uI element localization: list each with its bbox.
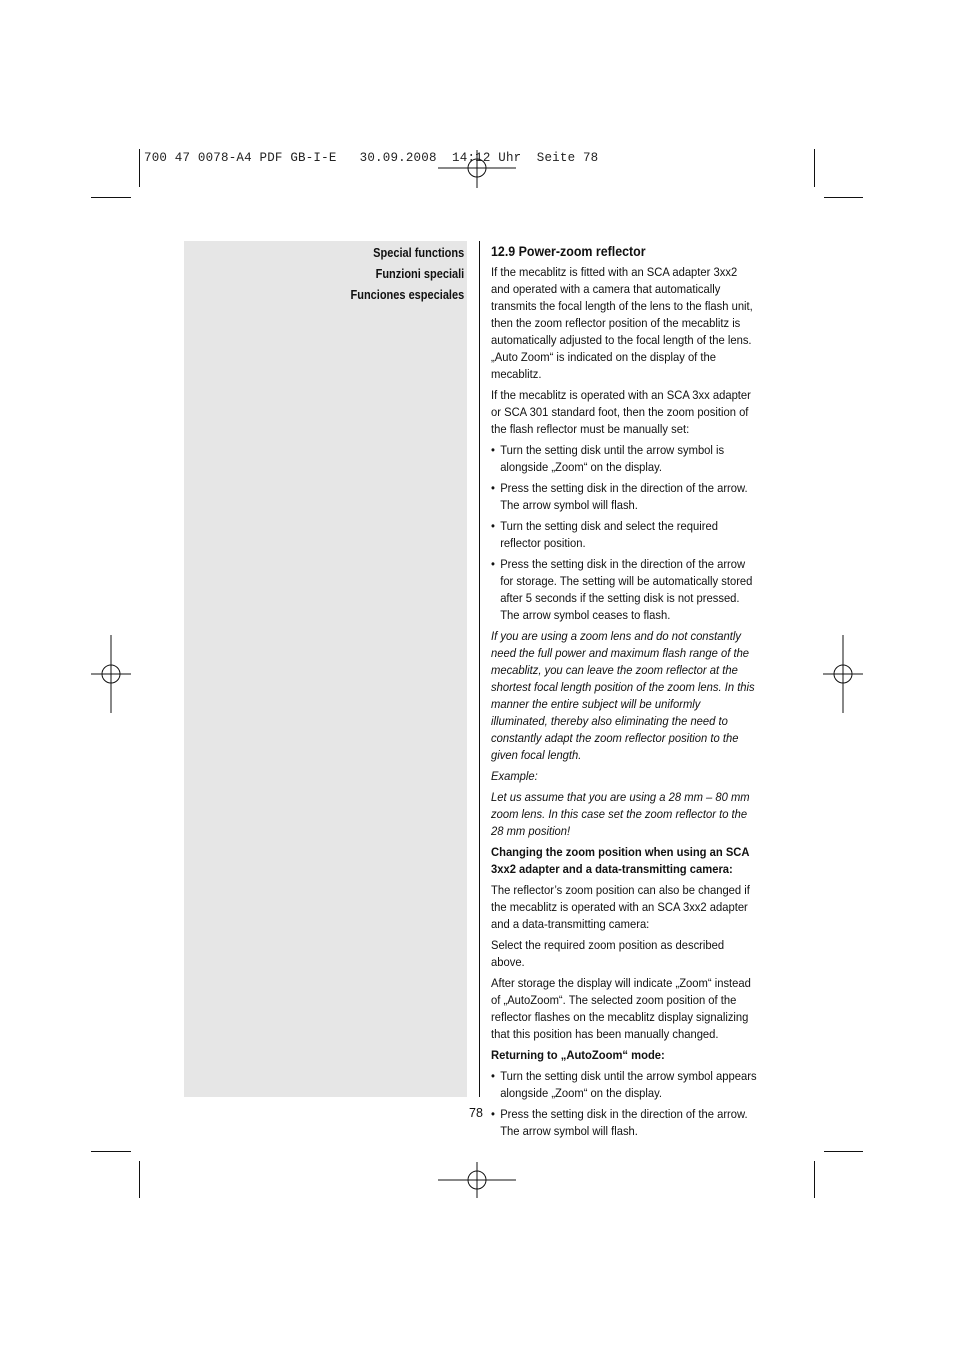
crop-mark	[139, 1161, 140, 1198]
subheading: Changing the zoom position when using an SCA 3xx2 adapter and a data-transmitting camera:	[491, 845, 750, 876]
registration-mark-icon	[438, 1162, 516, 1200]
list-item: • Turn the setting disk until the arrow symbol appears alongside „Zoom“ on the display.	[491, 1069, 757, 1100]
print-slug: 700 47 0078-A4 PDF GB-I-E 30.09.2008 14:12 Uhr Seite 78	[144, 151, 599, 165]
crop-mark	[814, 1161, 815, 1198]
subheading: Returning to „AutoZoom“ mode:	[491, 1048, 665, 1062]
registration-mark-icon	[91, 635, 131, 713]
list-item: • Press the setting disk in the direction of the arrow. The arrow symbol will flash.	[491, 481, 748, 512]
sidebar-label-en: Special functions	[372, 246, 464, 260]
list-item: • Turn the setting disk and select the required reflector position.	[491, 519, 718, 550]
list-item: • Press the setting disk in the direction of the arrow. The arrow symbol will flash.	[491, 1107, 748, 1138]
crop-mark	[824, 1151, 863, 1152]
page-number: 78	[469, 1106, 483, 1120]
sidebar-labels	[335, 243, 464, 306]
paragraph: Select the required zoom position as described above.	[491, 938, 725, 969]
section-title: 12.9 Power-zoom reflector	[491, 244, 646, 259]
example-text: Let us assume that you are using a 28 mm – 80 mm zoom lens. In this case set the zoom reflector to the 28 mm position!	[491, 790, 750, 838]
list-item-text: Turn the setting disk until the arrow symbol appears alongside „Zoom“ on the display.	[500, 1069, 757, 1100]
sidebar-panel	[184, 241, 467, 1097]
paragraph: The reflector’s zoom position can also be changed if the mecablitz is operated with an SCA 3xx2 adapter and a data-transmitting camera:	[491, 883, 750, 931]
list-item-text: Turn the setting disk until the arrow symbol is alongside „Zoom“ on the display.	[500, 443, 725, 474]
registration-mark-icon	[438, 148, 516, 188]
paragraph: If the mecablitz is fitted with an SCA adapter 3xx2 and operated with a camera that automatically transmits the focal length of the lens to the flash unit, then the zoom reflector position of the mecablitz is automatically adjusted to the focal length of the lens. „Auto Zoom“ is indicated on the display of the mecablitz.	[491, 265, 753, 381]
crop-mark	[91, 197, 131, 198]
list-item-text: Turn the setting disk and select the required reflector position.	[500, 519, 718, 550]
list-item: • Press the setting disk in the direction of the arrow for storage. The setting will be automatically stored after 5 seconds if the setting disk is not pressed. The arrow symbol ceases to flash.	[491, 557, 753, 622]
crop-mark	[139, 149, 140, 187]
registration-mark-icon	[823, 635, 863, 713]
example-label: Example:	[491, 769, 538, 783]
crop-mark	[824, 197, 863, 198]
paragraph: If the mecablitz is operated with an SCA 3xx adapter or SCA 301 standard foot, then the zoom position of the flash reflector must be manually set:	[491, 388, 751, 436]
paragraph: After storage the display will indicate „Zoom“ instead of „AutoZoom“. The selected zoom position of the reflector flashes on the mecablitz display signalizing that this position has been manually changed.	[491, 976, 751, 1041]
main-content	[491, 243, 811, 1144]
italic-note: If you are using a zoom lens and do not constantly need the full power and maximum flash range of the mecablitz, you can leave the zoom reflector at the shortest focal length position of the zoom lens. In this manner the entire subject will be uniformly illuminated, thereby also eliminating the need to constantly adapt the zoom reflector position to the given focal length.	[491, 629, 755, 762]
column-divider	[479, 241, 480, 1097]
list-item-text: Press the setting disk in the direction of the arrow. The arrow symbol will flash.	[500, 1107, 748, 1138]
crop-mark	[91, 1151, 131, 1152]
crop-mark	[814, 149, 815, 187]
sidebar-label-it: Funzioni speciali	[375, 267, 464, 281]
list-item: • Turn the setting disk until the arrow symbol is alongside „Zoom“ on the display.	[491, 443, 725, 474]
sidebar-label-es: Funciones especiales	[350, 288, 464, 302]
list-item-text: Press the setting disk in the direction of the arrow. The arrow symbol will flash.	[500, 481, 748, 512]
list-item-text: Press the setting disk in the direction of the arrow for storage. The setting will be automatically stored after 5 seconds if the setting disk is not pressed. The arrow symbol ceases to flash.	[500, 557, 753, 622]
